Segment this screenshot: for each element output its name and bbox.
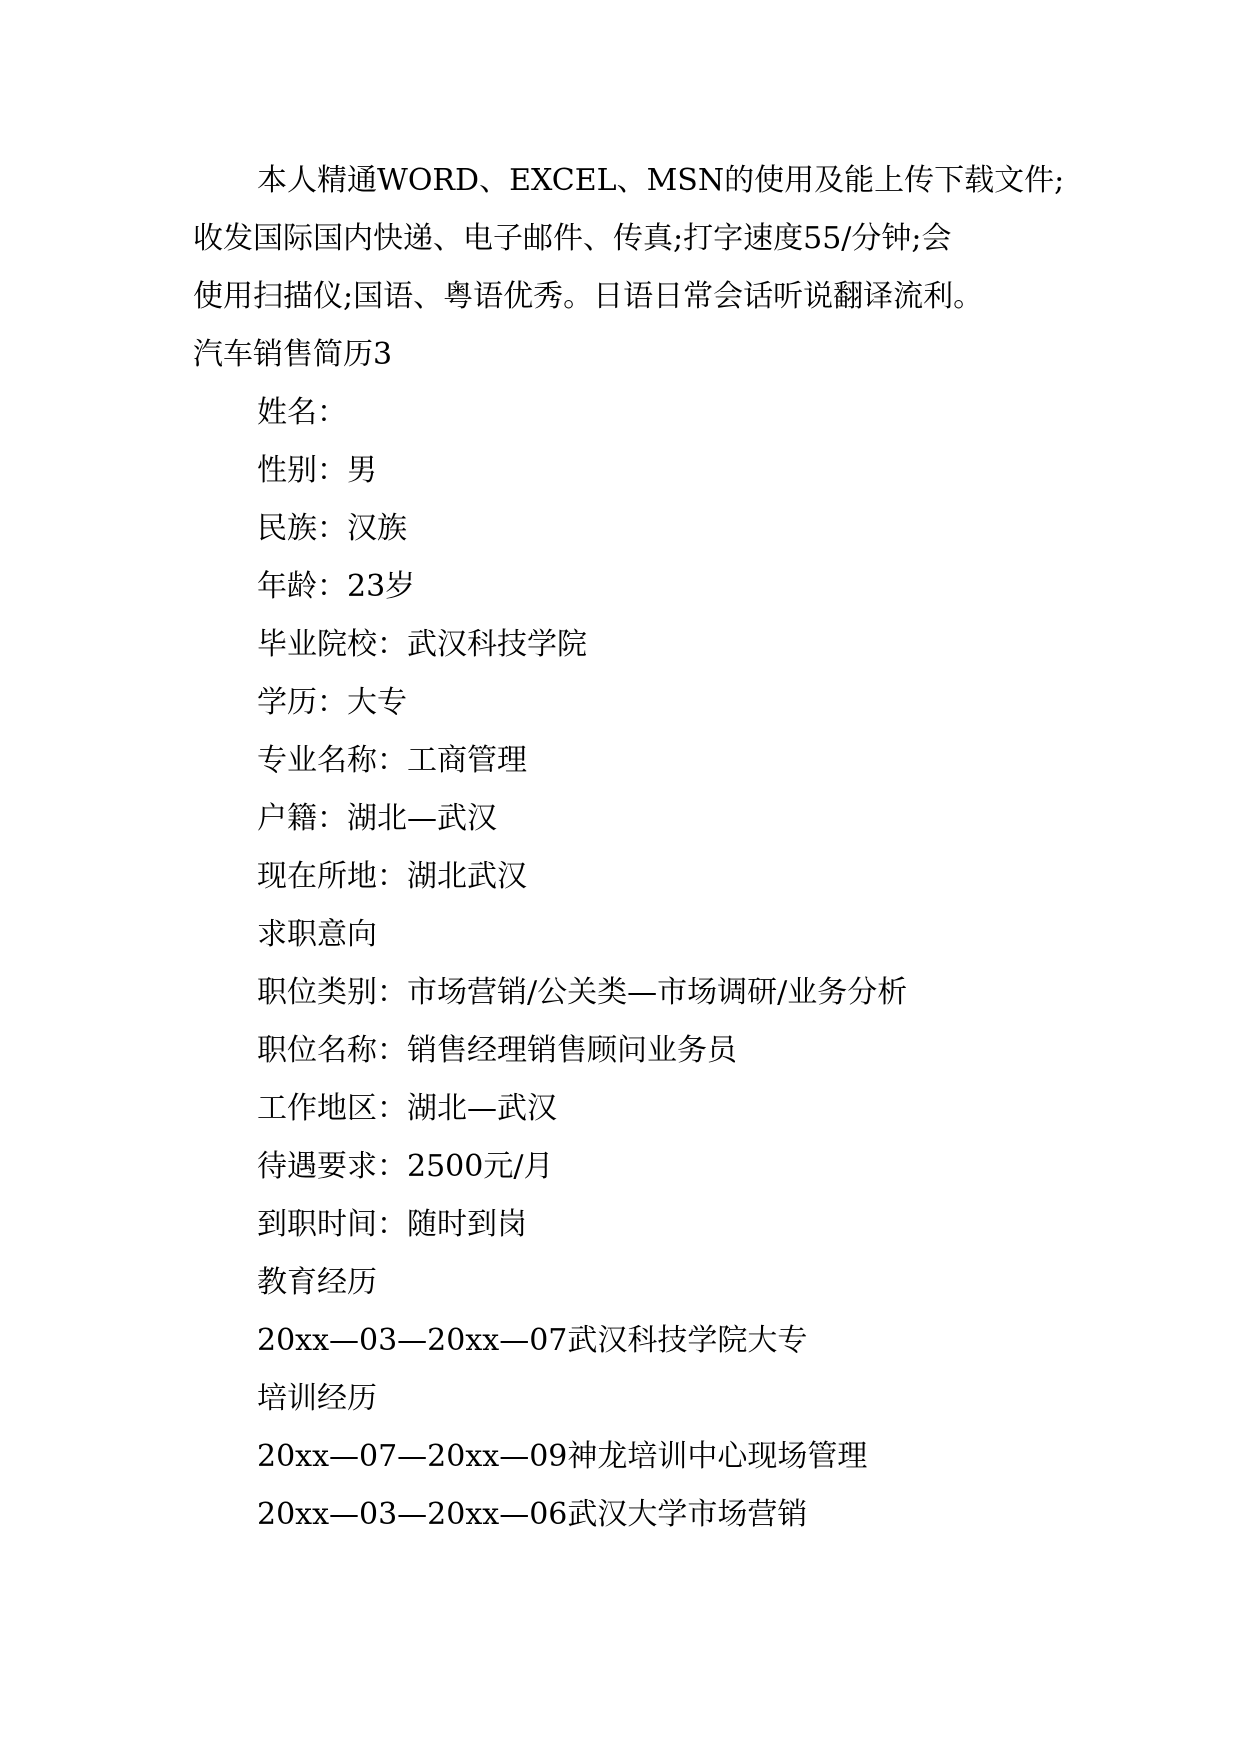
resume-title: 汽车销售简历3 [193,337,393,372]
section-heading-training: 培训经历 [257,1381,377,1416]
field-start-date: 到职时间：随时到岗 [257,1207,527,1242]
paragraph-skills-line-3: 使用扫描仪;国语、粤语优秀。日语日常会话听说翻译流利。 [193,279,984,314]
section-heading-job-intention: 求职意向 [257,917,377,952]
education-entry: 20xx—03—20xx—07武汉科技学院大专 [257,1323,808,1358]
field-major: 专业名称：工商管理 [257,743,527,778]
field-name: 姓名： [257,395,347,430]
training-entry: 20xx—07—20xx—09神龙培训中心现场管理 [257,1439,868,1474]
training-entry: 20xx—03—20xx—06武汉大学市场营销 [257,1497,808,1532]
document-body [193,152,1093,1544]
field-school: 毕业院校：武汉科技学院 [257,627,587,662]
field-salary-expectation: 待遇要求：2500元/月 [257,1149,554,1184]
field-age: 年龄：23岁 [257,569,416,604]
section-heading-education: 教育经历 [257,1265,377,1300]
field-education-level: 学历：大专 [257,685,407,720]
paragraph-skills-line-1: 本人精通WORD、EXCEL、MSN的使用及能上传下载文件; [257,163,1065,198]
field-job-category: 职位类别：市场营销/公关类—市场调研/业务分析 [257,975,908,1010]
paragraph-skills-line-2: 收发国际国内快递、电子邮件、传真;打字速度55/分钟;会 [193,221,952,256]
field-current-location: 现在所地：湖北武汉 [257,859,527,894]
field-job-title: 职位名称：销售经理销售顾问业务员 [257,1033,737,1068]
field-work-region: 工作地区：湖北—武汉 [257,1091,557,1126]
field-gender: 性别：男 [257,453,377,488]
field-household-registration: 户籍：湖北—武汉 [257,801,497,836]
field-ethnicity: 民族：汉族 [257,511,407,546]
